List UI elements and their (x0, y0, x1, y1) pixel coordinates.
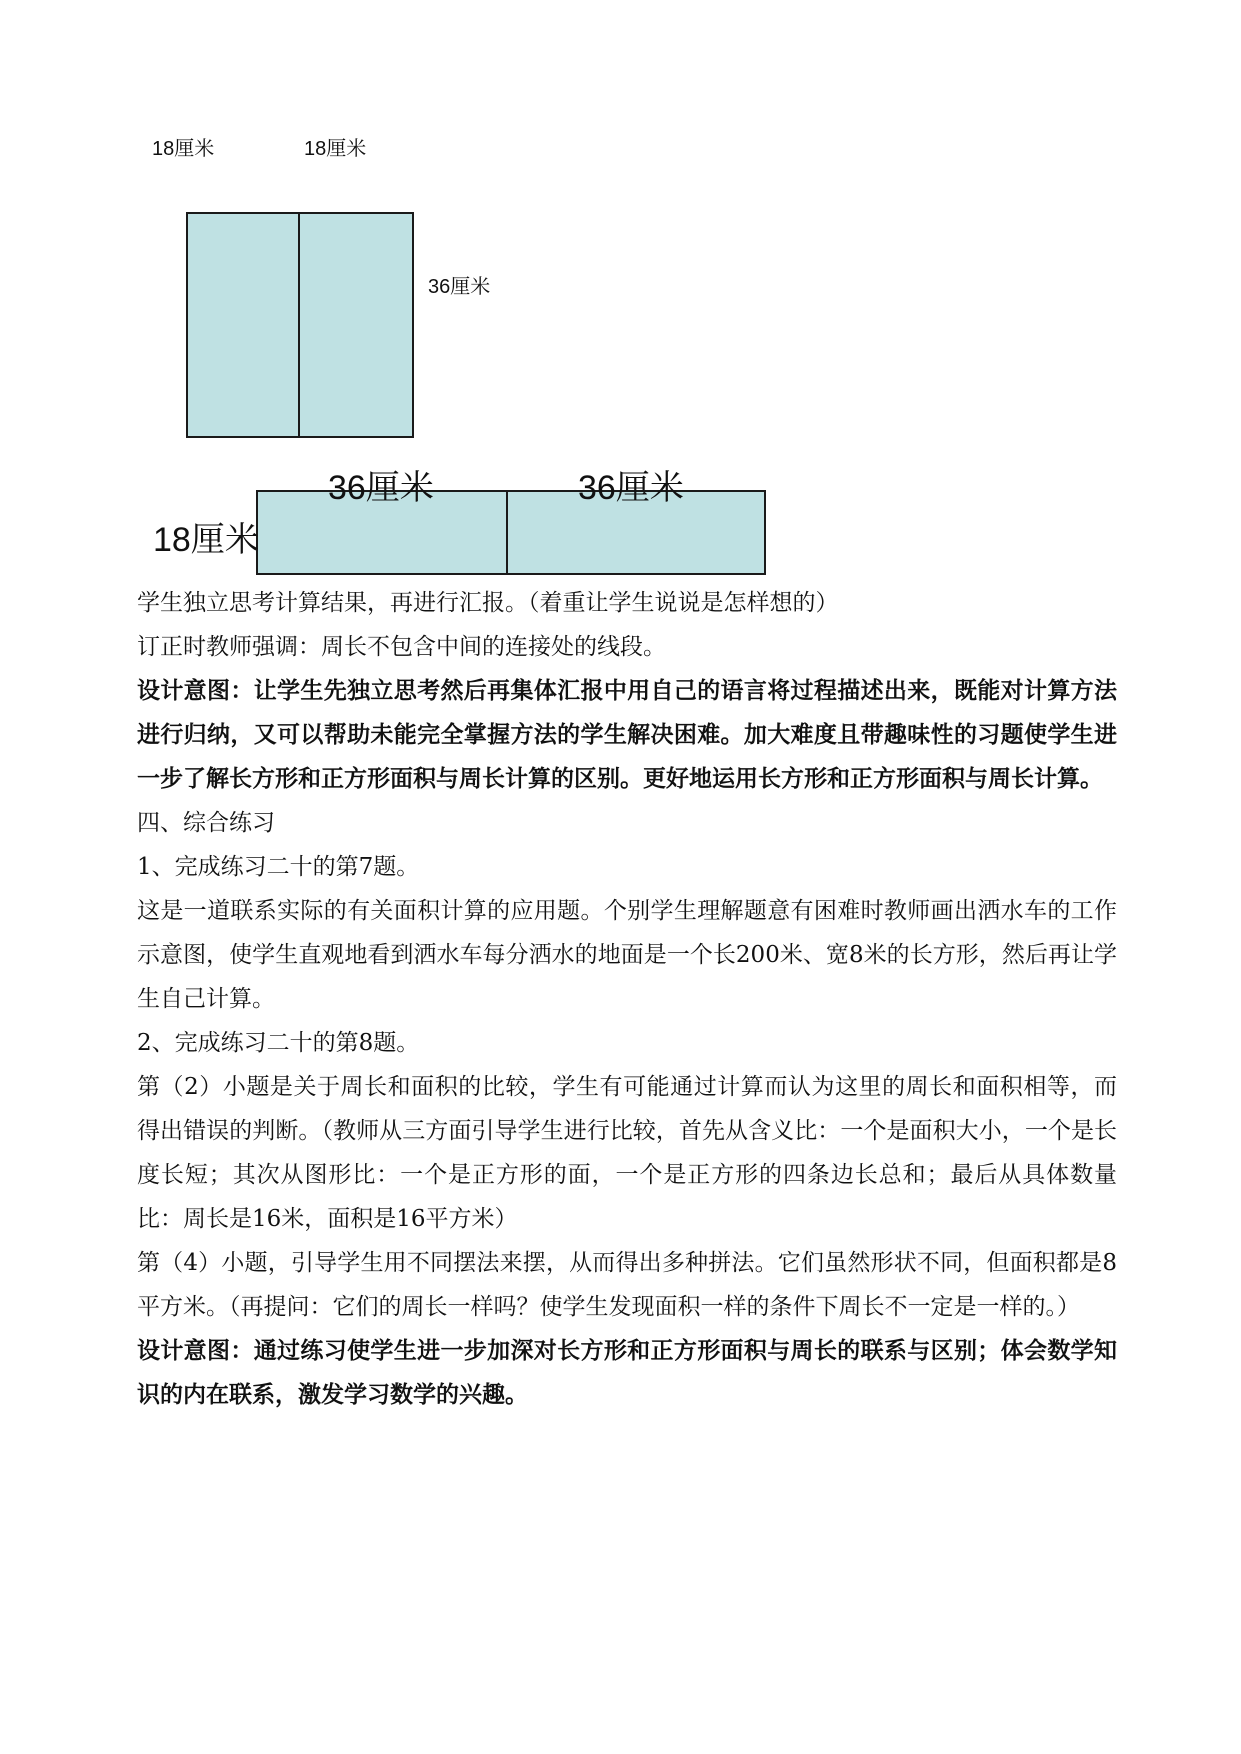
figure2-top-label-left: 36厘米 (328, 469, 434, 507)
paragraph: 第（4）小题，引导学生用不同摆法来摆，从而得出多种拼法。它们虽然形状不同，但面积都是8平方米。（再提问：它们的周长一样吗？使学生发现面积一样的条件下周长不一定是一样的。） (137, 1250, 1117, 1320)
figure2-side-label: 18厘米 (153, 521, 259, 559)
paragraph: 2、完成练习二十的第8题。 (137, 1030, 420, 1056)
figure1-top-label-right: 18厘米 (304, 138, 367, 160)
paragraph: 这是一道联系实际的有关面积计算的应用题。个别学生理解题意有困难时教师画出洒水车的工作示意图，使学生直观地看到洒水车每分洒水的地面是一个长200米、宽8米的长方形，然后再让学生自己计算。 (137, 898, 1117, 1012)
paragraph: 1、完成练习二十的第7题。 (137, 854, 420, 880)
section-heading: 四、综合练习 (137, 810, 275, 836)
document-body (137, 581, 1117, 1417)
design-intent-paragraph: 设计意图：通过练习使学生进一步加深对长方形和正方形面积与周长的联系与区别；体会数学知识的内在联系，激发学习数学的兴趣。 (137, 1338, 1117, 1408)
figure1-top-label-left: 18厘米 (152, 138, 215, 160)
figure2-top-label-right: 36厘米 (578, 469, 684, 507)
paragraph: 第（2）小题是关于周长和面积的比较，学生有可能通过计算而认为这里的周长和面积相等，而得出错误的判断。（教师从三方面引导学生进行比较，首先从含义比：一个是面积大小，一个是长度长短；其次从图形比：一个是正方形的面，一个是正方形的四条边长总和；最后从具体数量比：周长是16米，面积是16平方米） (137, 1074, 1117, 1232)
paragraph: 订正时教师强调：周长不包含中间的连接处的线段。 (137, 634, 666, 660)
paragraph: 学生独立思考计算结果，再进行汇报。（着重让学生说说是怎样想的） (137, 590, 839, 616)
design-intent-paragraph: 设计意图：让学生先独立思考然后再集体汇报中用自己的语言将过程描述出来，既能对计算方法进行归纳，又可以帮助未能完全掌握方法的学生解决困难。加大难度且带趣味性的习题使学生进一步了解长方形和正方形面积与周长计算的区别。更好地运用长方形和正方形面积与周长计算。 (137, 678, 1117, 792)
figure1-side-label: 36厘米 (428, 276, 491, 298)
figure1-rectangle-right (298, 212, 414, 438)
figure1-rectangle-left (186, 212, 300, 438)
